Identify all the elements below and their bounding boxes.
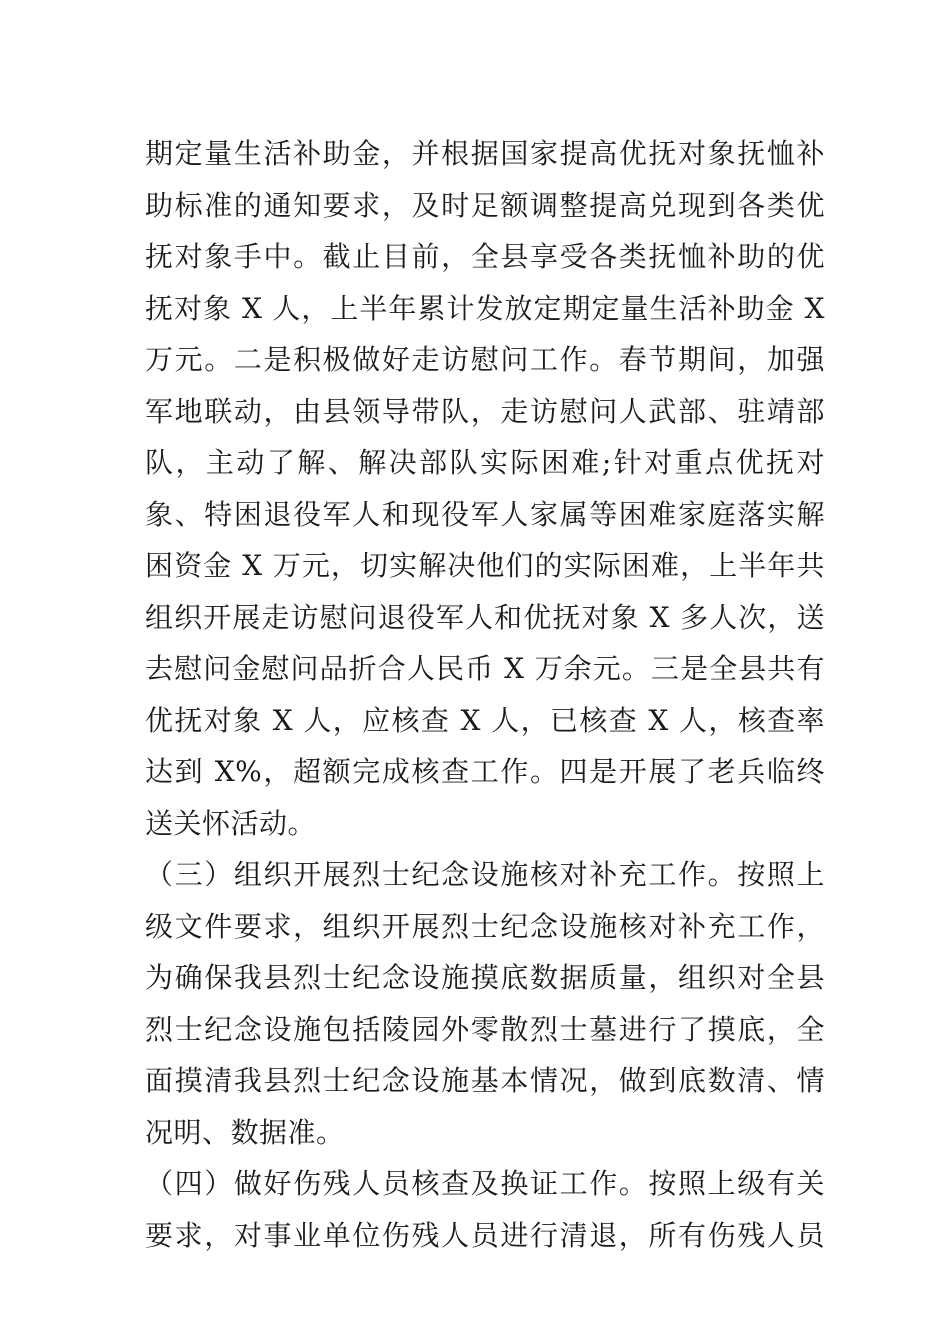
body-text [145,128,825,1261]
text-line: 优抚对象 X 人，应核查 X 人，已核查 X 人，核查率 [145,703,825,737]
text-line: 面摸清我县烈士纪念设施基本情况，做到底数清、情 [145,1064,825,1097]
text-line: 抚对象 X 人，上半年累计发放定期定量生活补助金 X [145,291,825,325]
text-line: 军地联动，由县领导带队，走访慰问人武部、驻靖部 [145,394,825,428]
text-line: 队，主动了解、解决部队实际困难;针对重点优抚对 [145,446,825,479]
text-line: 助标准的通知要求，及时足额调整提高兑现到各类优 [145,188,825,222]
text-line: 象、特困退役军人和现役军人家属等困难家庭落实解 [145,497,825,531]
text-line: 况明、数据准。 [145,1115,345,1149]
text-line: 送关怀活动。 [145,806,317,840]
text-line: 抚对象手中。截止目前，全县享受各类抚恤补助的优 [145,240,825,273]
section-heading-line: （三）组织开展烈士纪念设施核对补充工作。按照上 [145,858,825,891]
text-line: 烈士纪念设施包括陵园外零散烈士墓进行了摸底，全 [145,1012,825,1046]
text-line: 要求，对事业单位伤残人员进行清退，所有伤残人员 [145,1218,825,1252]
section-heading-line: （四）做好伤残人员核查及换证工作。按照上级有关 [145,1167,825,1200]
text-line: 困资金 X 万元，切实解决他们的实际困难，上半年共 [145,549,825,582]
text-line: 万元。二是积极做好走访慰问工作。春节期间，加强 [145,343,825,376]
text-line: 期定量生活补助金，并根据国家提高优抚对象抚恤补 [145,137,825,170]
text-line: 组织开展走访慰问退役军人和优抚对象 X 多人次，送 [145,600,825,634]
text-line: 达到 X%，超额完成核查工作。四是开展了老兵临终 [145,755,825,788]
text-line: 为确保我县烈士纪念设施摸底数据质量，组织对全县 [145,961,825,994]
text-line: 级文件要求，组织开展烈士纪念设施核对补充工作， [145,909,825,943]
text-line: 去慰问金慰问品折合人民币 X 万余元。三是全县共有 [145,652,825,685]
